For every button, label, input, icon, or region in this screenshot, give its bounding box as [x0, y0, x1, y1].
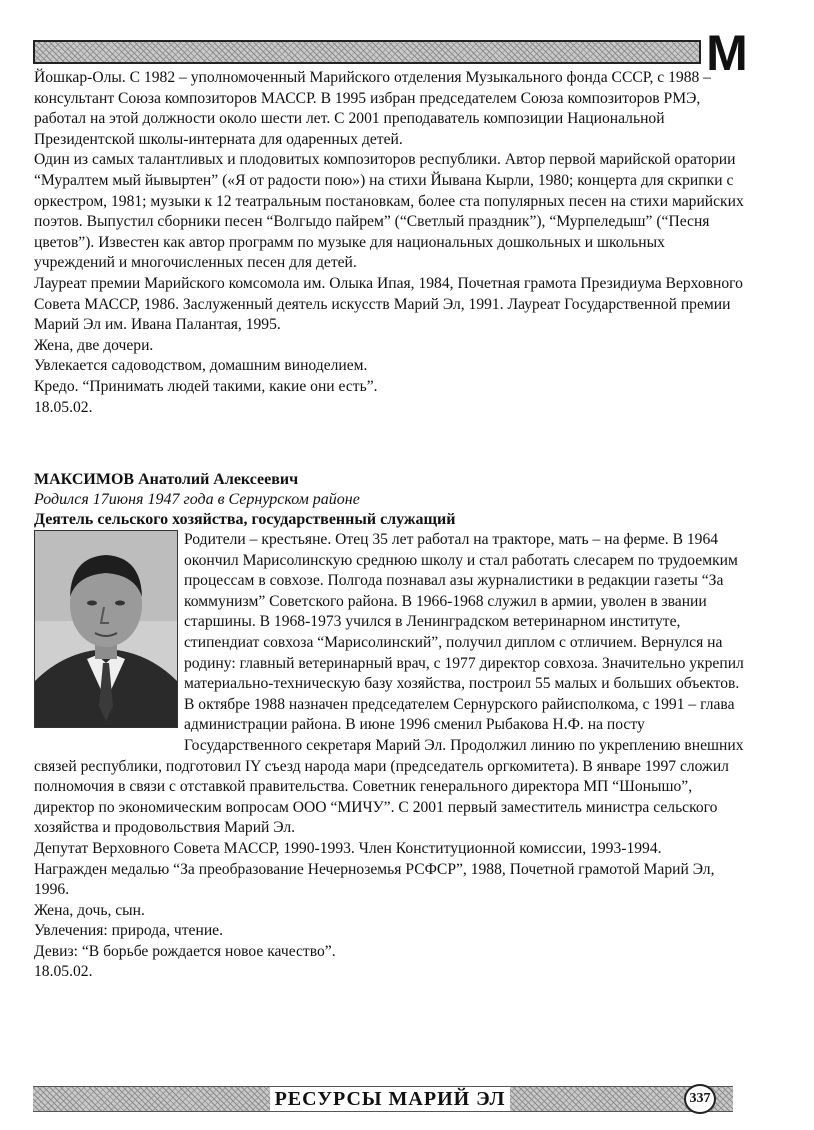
paragraph: Один из самых талантливых и плодовитых композиторов республики. Автор первой марийской оратории “Муралтем мый йывыртен” («Я от радости пою») на стихи Йывана Кырли, 1980; концерта для скрипки с оркестром, 1981; музыки к 12 театральным постановкам, более ста популярных песен на стихи марийских поэтов. Выпустил сборники песен “Волгыдо пайрем” (“Светлый праздник”), “Мурпеледыш” (“Песня цветов”). Известен как автор программ по музыке для национальных дошкольных и школьных учреждений и многочисленных песен для детей.: [34, 151, 744, 272]
date: 18.05.02.: [34, 963, 93, 981]
entry-occupation: Деятель сельского хозяйства, государственный служащий: [34, 511, 456, 528]
page-number: 337: [684, 1084, 716, 1114]
paragraph: Награжден медалью “За преобразование Нечерноземья РСФСР”, 1988, Почетной грамотой Марий Эл, 1996.: [34, 860, 715, 899]
paragraph: Увлечения: природа, чтение.: [34, 922, 223, 940]
header-decorative-band: [33, 40, 701, 64]
previous-entry-text: [34, 68, 746, 418]
section-letter: М: [706, 25, 748, 81]
photo-spacer: [34, 530, 184, 740]
entry-birth: Родился 17июня 1947 года в Сернурском районе: [34, 491, 360, 508]
paragraph: Лауреат премии Марийского комсомола им. Олыка Ипая, 1984, Почетная грамота Президиума Верховного Совета МАССР, 1986. Заслуженный деятель искусств Марий Эл, 1991. Лауреат Государственной премии Марий Эл им. Ивана Палантая, 1995.: [34, 274, 743, 334]
paragraph: Родители – крестьяне. Отец 35 лет работал на тракторе, мать – на ферме. В 1964 окончил Марисолинскую среднюю школу и стал работать слесарем по трудоемким процессам в совхозе. Полгода познавал азы журналистики в редакции газеты “За коммунизм” Советского района. В 1966-1968 служил в армии, уволен в звании старшины. В 1968-1973 учился в Ленинградском ветеринарном институте, стипендиат совхоза “Марисолинский”, получил диплом с отличием. Вернулся на родину: главный ветеринарный врач, с 1977 директор совхоза. Значительно укрепил материально-техническую базу хозяйства, построил 55 малых и больших объектов. В октябре 1988 назначен председателем Сернурского райисполкома, с 1991 – глава администрации района. В июне 1996 сменил Рыбакова Н.Ф. на посту Государственного секретаря Марий Эл. Продолжил линию по укреплению внешних связей республики, подготовил IY съезд народа мари (председатель оргкомитета). В январе 1997 сложил полномочия в связи с отставкой правительства. Советник генерального директора МП “Шонышо”, директор по экономическим вопросам ООО “МИЧУ”. С 2001 первый заместитель министра сельского хозяйства и продовольствия Марий Эл.: [34, 531, 744, 837]
paragraph: Жена, дочь, сын.: [34, 901, 145, 919]
paragraph: Девиз: “В борьбе рождается новое качество”.: [34, 942, 336, 960]
date: 18.05.02.: [34, 398, 93, 416]
entry-biography: [34, 530, 746, 983]
entry-name: МАКСИМОВ Анатолий Алексеевич: [34, 471, 299, 488]
footer-title: РЕСУРСЫ МАРИЙ ЭЛ: [270, 1087, 510, 1111]
paragraph: Кредо. “Принимать людей такими, какие они есть”.: [34, 377, 378, 395]
paragraph: Йошкар-Олы. С 1982 – уполномоченный Марийского отделения Музыкального фонда СССР, с 1988 – консультант Союза композиторов МАССР. В 1995 избран председателем Союза композиторов РМЭ, работал на этой должности около шести лет. С 2001 преподаватель композиции Национальной Президентской школы-интерната для одаренных детей.: [34, 69, 711, 148]
paragraph: Депутат Верховного Совета МАССР, 1990-1993. Член Конституционной комиссии, 1993-1994.: [34, 839, 662, 857]
paragraph: Увлекается садоводством, домашним виноделием.: [34, 357, 368, 375]
paragraph: Жена, две дочери.: [34, 336, 154, 354]
